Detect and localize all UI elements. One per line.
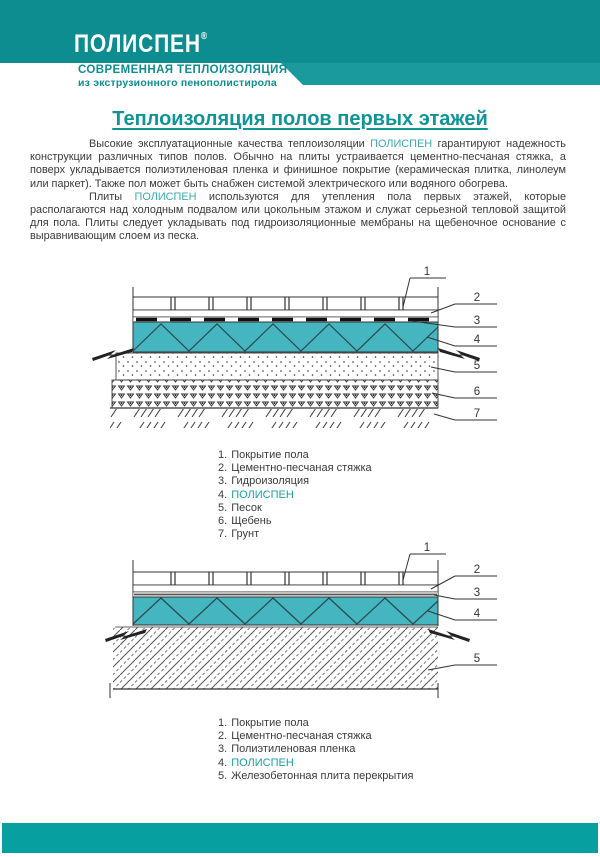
legend-item-label: Гидроизоляция — [231, 475, 310, 488]
layer-crushed-stone — [112, 380, 438, 408]
legend-item-number: 6. — [218, 515, 228, 528]
callout-number: 3 — [473, 315, 481, 327]
legend-item-number: 5. — [218, 769, 228, 782]
callout-number: 4 — [473, 334, 481, 346]
legend-item-label: Цементно-песчаная стяжка — [231, 730, 372, 743]
callout-number: 2 — [473, 564, 481, 576]
layer-floor-covering — [133, 572, 438, 585]
legend-item — [218, 757, 413, 770]
brand-logo-text: ПОЛИСПЕН — [74, 30, 201, 58]
footer-teal-band — [2, 823, 598, 853]
layer-sand — [116, 353, 438, 380]
callout-number: 5 — [473, 653, 481, 665]
layer-concrete-slab — [110, 627, 438, 698]
legend-item-label: Щебень — [231, 515, 272, 528]
callout-number: 3 — [473, 587, 481, 599]
legend-item — [218, 770, 413, 783]
paragraph-text: Высокие эксплуатационные качества теплоизоляции — [89, 138, 371, 150]
legend-item-number: 2. — [218, 462, 228, 475]
legend-item-label: Покрытие пола — [231, 449, 309, 461]
page-title: Теплоизоляция полов первых этажей — [112, 108, 488, 130]
callout-number: 1 — [423, 542, 431, 554]
layer-soil — [110, 408, 438, 428]
layer-polyspen-board — [133, 597, 438, 625]
legend-item-number: 1. — [218, 449, 228, 461]
legend-item-label-brand: ПОЛИСПЕН — [231, 488, 294, 501]
legend-item — [218, 730, 413, 743]
header-tagline-2: из экструзионного пенополистирола — [78, 77, 277, 89]
legend-item-number: 3. — [218, 743, 228, 756]
legend-item-label: Полиэтиленовая пленка — [231, 743, 356, 756]
legend-item — [218, 489, 372, 502]
paragraph-text: используются для утепления пола первых этажей, которые располагаются над холодным подвалом или цокольным этажом и служат серьезной тепловой защитой для пола. Плиты следует укладывать под гидроизоляционные мембраны на щебеночное основание с выравнивающим слоем из песка. — [30, 190, 566, 243]
legend-item-label: Покрытие пола — [231, 717, 309, 729]
brand-mention: ПОЛИСПЕН — [370, 138, 433, 150]
layer-floor-covering — [133, 297, 438, 310]
diagram2-legend — [218, 717, 413, 783]
legend-item-label: Железобетонная плита перекрытия — [231, 769, 414, 782]
legend-item — [218, 475, 372, 488]
legend-item-label: Грунт — [231, 528, 260, 541]
legend-item-label-brand: ПОЛИСПЕН — [231, 756, 294, 769]
diagram-floor-on-slab — [105, 542, 497, 698]
callout-number: 7 — [473, 408, 481, 420]
legend-item — [218, 502, 372, 515]
registered-trademark-icon: ® — [200, 31, 208, 42]
callout-number: 4 — [473, 608, 481, 620]
diagram1-legend — [218, 449, 372, 541]
callout-number: 6 — [473, 386, 481, 398]
callout-number: 2 — [473, 292, 481, 304]
legend-item — [218, 462, 372, 475]
callout-number: 1 — [423, 266, 431, 278]
legend-item-number: 4. — [218, 756, 228, 769]
legend-item-number: 2. — [218, 730, 228, 743]
layer-screed — [133, 585, 438, 592]
paragraph-text: гарантируют надежность конструкции различных типов полов. Обычно на плиты устраивается цементно-песчаная стяжка, а поверх укладывается полиэтиленовая пленка и финишное покрытие (керамическая плитка, линолеум или паркет). Также пол может быть снабжен системой электрического или водяного обогрева. — [30, 138, 566, 190]
layer-waterproofing — [133, 317, 438, 322]
legend-item — [218, 743, 413, 756]
legend-item-number: 1. — [218, 717, 228, 729]
legend-item-number: 3. — [218, 475, 228, 488]
paragraph-text: Плиты — [89, 190, 135, 203]
legend-item — [218, 528, 372, 541]
brand-mention: ПОЛИСПЕН — [134, 190, 197, 203]
diagram-floor-on-ground — [92, 266, 497, 428]
legend-item-label: Песок — [231, 501, 262, 514]
layer-polyspen-board — [133, 322, 438, 352]
legend-item-number: 5. — [218, 501, 228, 514]
legend-item-number: 4. — [218, 488, 228, 501]
legend-item — [218, 449, 372, 462]
legend-item — [218, 515, 372, 528]
legend-item-label: Цементно-песчаная стяжка — [231, 462, 372, 475]
legend-item-number: 7. — [218, 528, 228, 541]
header-tagline-1: СОВРЕМЕННАЯ ТЕПЛОИЗОЛЯЦИЯ — [78, 64, 288, 76]
layer-polyethylene-film — [133, 592, 438, 597]
layer-screed — [133, 310, 438, 317]
legend-item — [218, 717, 413, 730]
callout-number: 5 — [473, 360, 481, 372]
